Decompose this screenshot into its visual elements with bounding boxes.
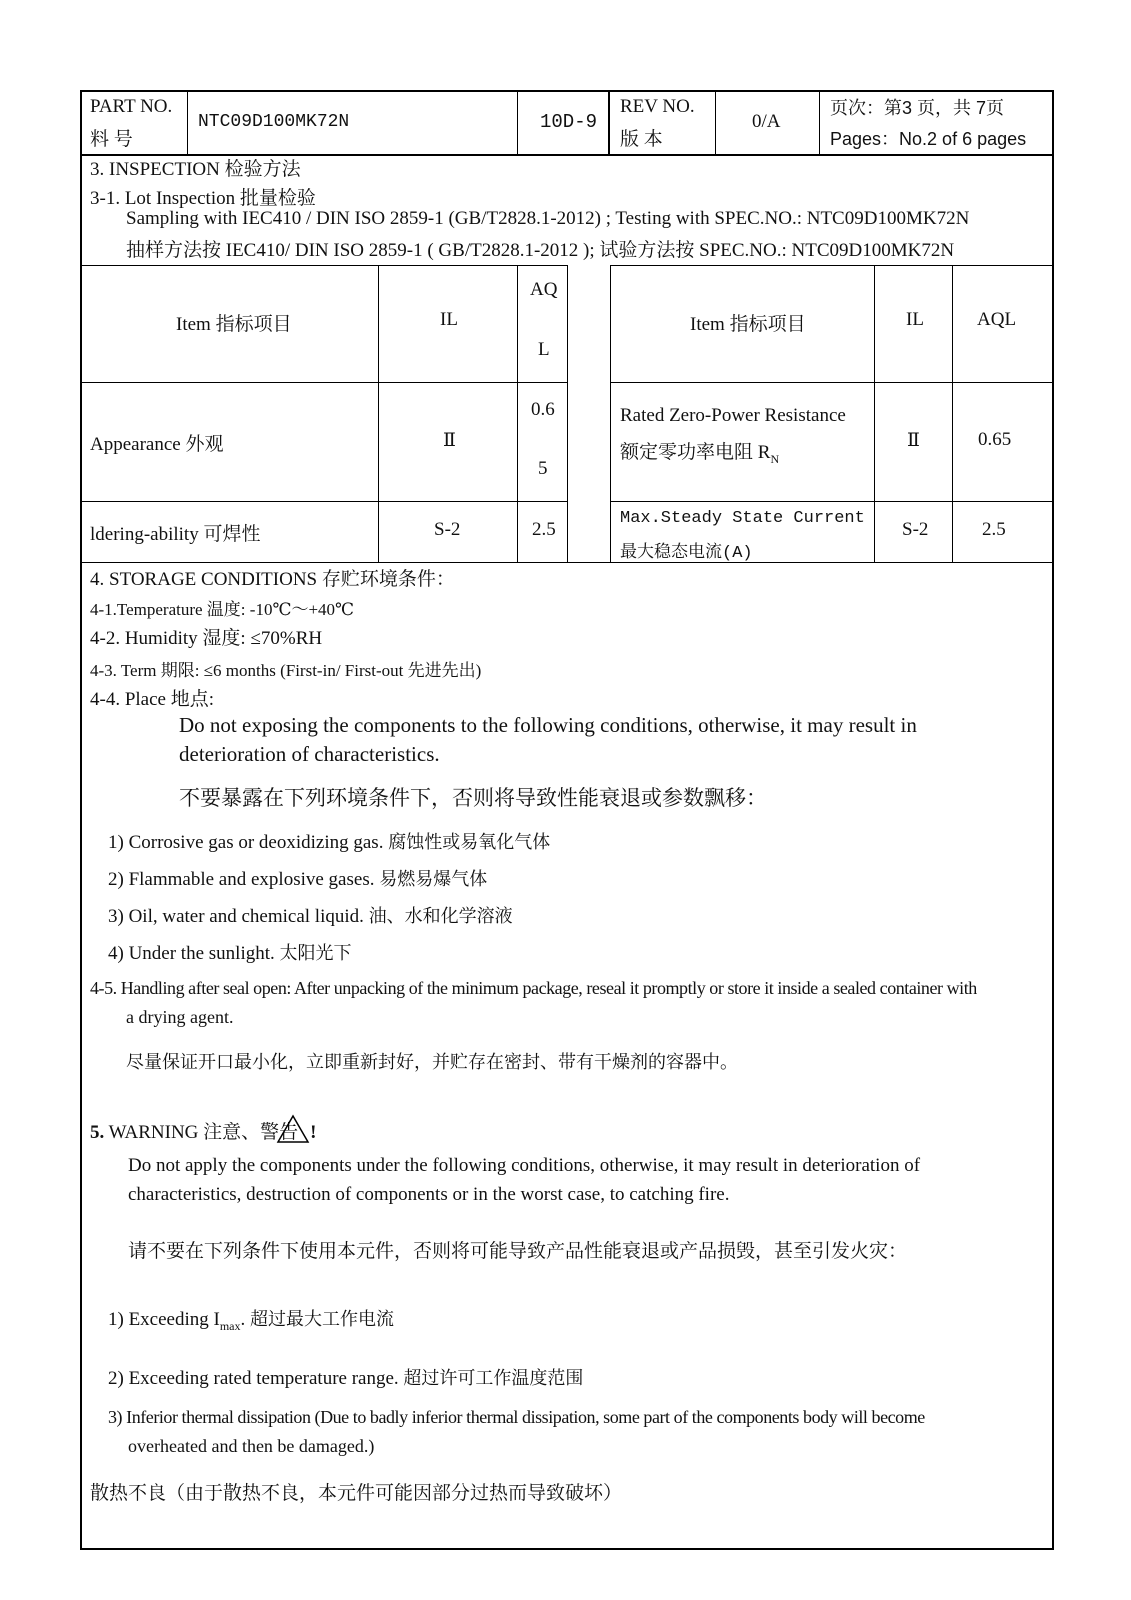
sampling-line-en: Sampling with IEC410 / DIN ISO 2859-1 (GB/T2828.1-2012) ; Testing with SPEC.NO.: NTC09D100MK72N: [126, 208, 970, 229]
header-item-right: Item 指标项目: [690, 314, 806, 335]
row1-aql-1: 0.6: [531, 399, 555, 420]
row2-item-right-cn: 最大稳态电流(A): [620, 544, 753, 563]
handling-line-2: a drying agent.: [126, 1007, 234, 1027]
part-no-en: PART NO.: [90, 96, 173, 117]
warning-item-3-cn: 散热不良（由于散热不良，本元件可能因部分过热而导致破坏）: [90, 1483, 623, 1504]
row2-il: S-2: [434, 519, 461, 540]
inspection-table: [82, 265, 1052, 563]
warning-en-2: characteristics, destruction of components or in the worst case, to catching fire.: [128, 1184, 730, 1205]
rev-value: 0/A: [752, 111, 781, 132]
warning-title: 5. WARNING 注意、警告 !: [90, 1114, 316, 1144]
place-note-en-1: Do not exposing the components to the following conditions, otherwise, it may result in: [179, 713, 917, 737]
part-no-cn: 料 号: [90, 129, 133, 150]
page-info-en: Pages：No.2 of 6 pages: [830, 129, 1027, 149]
warning-item-3-line-2: overheated and then be damaged.): [128, 1436, 375, 1456]
page-info-cell: [820, 92, 1052, 154]
row2-aql: 2.5: [532, 519, 556, 540]
place-note-en-2: deterioration of characteristics.: [179, 742, 440, 766]
document-header: [82, 92, 1052, 156]
row1-il: Ⅱ: [443, 430, 456, 451]
model-number: 10D-9: [540, 111, 598, 133]
storage-humidity: 4-2. Humidity 湿度: ≤70%RH: [90, 628, 323, 649]
row1-il-right: Ⅱ: [907, 430, 920, 451]
row1-aql-right: 0.65: [978, 429, 1012, 450]
row2-item-right-en: Max.Steady State Current: [620, 509, 865, 528]
page-info-cn: 页次：第3 页，共 7页: [830, 98, 1005, 118]
list-item: 2) Flammable and explosive gases. 易燃易爆气体: [108, 869, 488, 890]
handling-cn: 尽量保证开口最小化，立即重新封好，并贮存在密封、带有干燥剂的容器中。: [126, 1052, 738, 1072]
warning-item-1: 1) Exceeding $I_{max}$. 超过最大工作电流: [108, 1309, 395, 1333]
warning-item-3-line-1: 3) Inferior thermal dissipation (Due to badly inferior thermal dissipation, some part of the components body will become: [108, 1407, 925, 1427]
row1-item-right-en: Rated Zero-Power Resistance: [620, 405, 846, 426]
part-number-cell: [188, 92, 518, 154]
header-il-left: IL: [440, 309, 458, 330]
header-aql-left-2: L: [538, 339, 550, 360]
handling-line-1: 4-5. Handling after seal open: After unpacking of the minimum package, reseal it promptly or store it inside a sealed container with: [90, 978, 977, 998]
storage-temperature: 4-1.Temperature 温度: -10℃～+40℃: [90, 600, 355, 619]
header-aql-left-1: AQ: [530, 279, 558, 300]
storage-term: 4-3. Term 期限: ≤6 months (First-in/ First-out 先进先出): [90, 661, 482, 680]
model-cell: [518, 92, 610, 154]
row2-aql-right: 2.5: [982, 519, 1006, 540]
rev-label-cell: [612, 92, 716, 154]
list-item: 4) Under the sunlight. 太阳光下: [108, 943, 352, 964]
row1-item: Appearance 外观: [90, 434, 224, 455]
warning-cn: 请不要在下列条件下使用本元件，否则将可能导致产品性能衰退或产品损毁，甚至引发火灾：: [128, 1241, 908, 1262]
rev-no-cn: 版 本: [620, 129, 663, 150]
row2-il-right: S-2: [902, 519, 929, 540]
rev-no-en: REV NO.: [620, 96, 695, 117]
inspection-title: 3. INSPECTION 检验方法: [90, 159, 301, 180]
warning-triangle-icon: [276, 1114, 310, 1144]
row2-item: ldering-ability 可焊性: [90, 524, 261, 545]
row1-item-right-cn: 额定零功率电阻 $R_N$: [620, 442, 780, 466]
lot-inspection-title: 3-1. Lot Inspection 批量检验: [90, 188, 316, 209]
list-item: 3) Oil, water and chemical liquid. 油、水和化学溶液: [108, 906, 513, 927]
sampling-line-cn: 抽样方法按 IEC410/ DIN ISO 2859-1 ( GB/T2828.1-2012 ); 试验方法按 SPEC.NO.: NTC09D100MK72N: [126, 240, 955, 261]
storage-place: 4-4. Place 地点:: [90, 689, 215, 710]
header-item-left: Item 指标项目: [176, 314, 292, 335]
part-number: NTC09D100MK72N: [198, 112, 350, 132]
document-page: [80, 90, 1054, 1550]
table-spacer: [568, 265, 610, 562]
list-item: 1) Corrosive gas or deoxidizing gas. 腐蚀性或易氧化气体: [108, 832, 551, 853]
row1-aql-2: 5: [538, 458, 548, 479]
rev-value-cell: [716, 92, 820, 154]
warning-en-1: Do not apply the components under the following conditions, otherwise, it may result in deterioration of: [128, 1155, 921, 1176]
place-note-cn: 不要暴露在下列环境条件下，否则将导致性能衰退或参数飘移：: [179, 786, 767, 810]
storage-title: 4. STORAGE CONDITIONS 存贮环境条件：: [90, 569, 455, 590]
header-aql-right: AQL: [977, 309, 1017, 330]
header-il-right: IL: [906, 309, 924, 330]
part-no-label-cell: [82, 92, 188, 154]
warning-item-2: 2) Exceeding rated temperature range. 超过许可工作温度范围: [108, 1368, 584, 1389]
subscript-n: N: [770, 451, 780, 466]
